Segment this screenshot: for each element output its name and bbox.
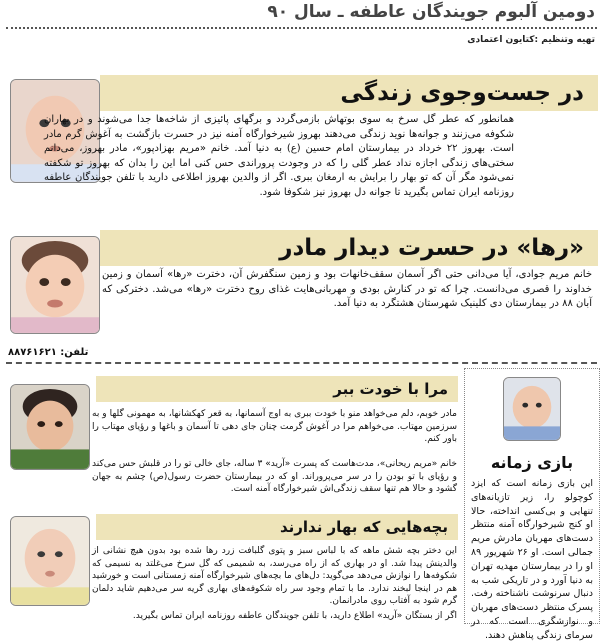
baby-portrait-icon [504,378,560,440]
article3-body: مادر خوبم، دلم می‌خواهد منو با خودت ببری به اوج آسمانها، به قعر کهکشانها، به مهمونی گلها و به سرزمین مهتاب. می‌خواهم مرا در آغوش گرمت چنان جای دهی تا آسمان و باغها و رؤیای مهتاب را باور کنم. [92,409,457,444]
article3-child-photo [10,384,90,470]
article4-body-2: اگر از بستگان «آرید» اطلاع دارید، با تلفن جویندگان عاطفه روزنامه ایران تماس بگیرید. [132,611,457,621]
article1-body: همانطور که عطر گل سرخ به سوی بوتهاش بازمی‌گردد و برگهای پائیزی از شاخه‌ها جدا می‌شوند و در بهاران شکوفه می‌زنند و جوانه‌ها نوید زندگی می‌دهند بهروز شیرخوارگاه آمنه نیز در حسرت بازگشت به آغوش گرم مادر است. بهروز ۲۲ خرداد در بیمارستان امام حسین (ع) به دنیا آمد. خانم «مریم بهزادپور»، مادر بهروز، می‌دانم سختی‌های زندگی اجازه نداد عطر گلی را که در وجودت پروراندی حس کنی اما این را بدان که بهروز تو شکفته نمی‌شود مگر آن که تو بهار را برایش به ارمغان ببری. اگر از والدین بهروز اطلاعی دارید با تلفن جویندگان عاطفه روزنامه ایران تماس بگیرید تا جوانه دل بهروز نیز شکوفا شود. [44,114,514,198]
header-divider [6,27,597,29]
article2-title: «رها» در حسرت دیدار مادر [279,235,584,261]
article4-title: بچه‌هایی که بهار ندارند [279,518,448,536]
section-divider [6,362,597,364]
article4-baby-photo [10,516,90,606]
sidebar-body: این بازی زمانه است که ایزد کوچولو را، زیر تازیانه‌های تنهایی و بی‌کسی انداخته، حالا او کنج شیرخوارگاه آمنه منتظر دست‌های مهربان مادرش مریم جمالی است. او ۲۶ شهریور ۸۹ او را در بیمارستان مهدیه تهران به دنیا آورد و در تاریکی شب به دنبال سرنوشت ناشناخته رفت. پسرک منتظر دست‌های مهربان و نوازشگری است که در سرمای زندگی پناهش دهند. [471,478,593,641]
article2-heading-bar [100,230,598,266]
phone-number: تلفن: ۸۸۷۶۱۶۲۱ [8,347,89,358]
article1-title: در جست‌وجوی زندگی [340,80,584,106]
page-title: دومین آلبوم جویندگان عاطفه ـ سال ۹۰ [267,2,595,22]
article4-heading-bar [96,514,458,540]
article4-body: این دختر بچه شش ماهه که با لباس سبز و پتوی گلبافت زرد رها شده بود بدون هیچ نشانی از والدینش پیدا شد. او در بهاری که از راه می‌رسد، به شمیمی که گل سرخ می‌غلتد به نسیمی که شکوفه‌ها را نوازش می‌دهد می‌گوید: دل‌های ما بچه‌های شیرخوارگاه آمنه زمستانی است و خورشید هم در اینجا لبخند ندارد. ما با تمام وجود سر راه شکوفه‌های بهاری گریه سر می‌دهیم شاید دلمان گرم شود به آفتاب روی مادرانمان. [92,546,457,606]
sidebar-title: بازی زمانه [490,453,574,472]
article3-heading-bar [96,376,458,402]
article2-body: خانم مریم جوادی، آیا می‌دانی حتی اگر آسمان سقف‌خانهات بود و زمین سنگفرش آن، دخترت «رها» آسمان و زمین خداوند را قصری می‌دانست. چرا که تو در کنارش بودی و مهربانی‌هایت غذای روح دخترت «رها» می‌شد. دخترکی که آبان ۸۸ در بیمارستان دی کلینیک شهرستان هشتگرد به دنیا آمد. [102,269,592,309]
sidebar-baby-photo [503,377,561,441]
article3-body-2: خانم «مریم ریحانی»، مدت‌هاست که پسرت «آرید» ۳ ساله، جای خالی تو را در قلبش حس می‌کند و رؤیای با تو بودن را در سر می‌پروراند. او که در بیمارستان حضرت رسول(ص) چشم به جهان گشود و حالا هم تنها سقف زندگی‌اش شیرخوارگاه آمنه است. [92,459,457,494]
child-portrait-icon [11,385,89,469]
article3-title: مرا با خودت ببر [333,380,448,398]
article1-heading-bar [100,75,598,111]
credit-line: تهیه وتنظیم :کتایون اعتمادی [467,35,595,45]
baby-portrait-icon [11,237,99,333]
sidebar-box [464,368,600,641]
baby-portrait-icon [11,517,89,605]
article2-baby-photo [10,236,100,334]
